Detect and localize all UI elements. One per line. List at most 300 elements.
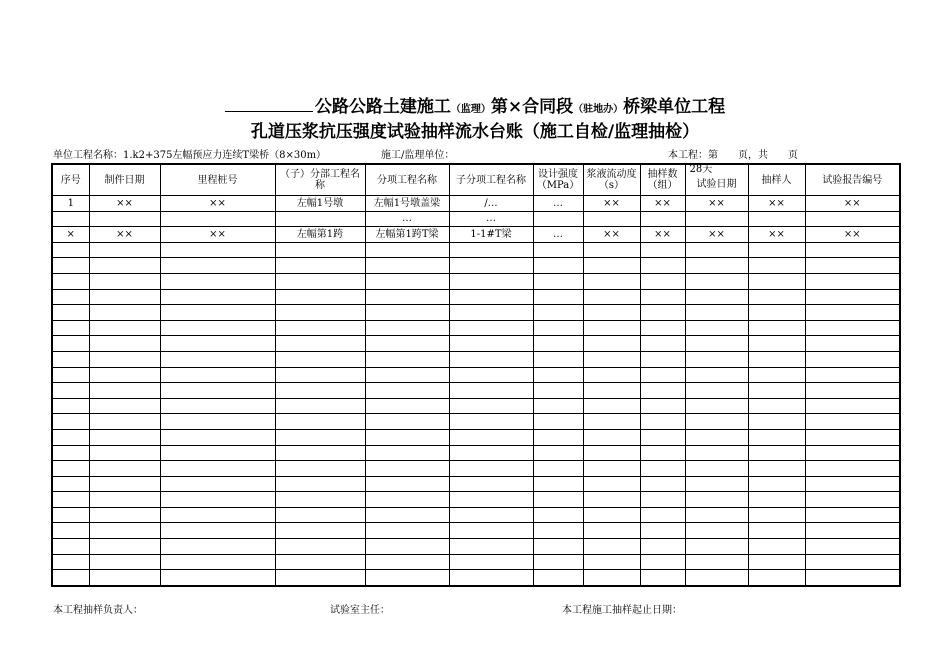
table-cell (748, 539, 805, 555)
table-cell (275, 336, 365, 352)
table-row-empty (52, 507, 900, 523)
table-cell (685, 398, 748, 414)
table-cell (533, 273, 583, 289)
test-date-label: 试验日期 (696, 179, 737, 190)
table-cell (805, 289, 900, 305)
table-cell (52, 492, 89, 508)
table-cell (89, 383, 160, 399)
table-cell (685, 476, 748, 492)
table-row (52, 211, 900, 227)
table-cell (685, 554, 748, 570)
unit-project-name: 单位工程名称：1.k2+375左幅预应力连续T梁桥（8×30m） (53, 150, 327, 161)
table-cell (365, 273, 449, 289)
table-cell: ×× (685, 196, 748, 212)
table-cell (89, 570, 160, 586)
table-cell (89, 336, 160, 352)
table-cell (160, 445, 275, 461)
table-cell (89, 476, 160, 492)
table-cell (640, 383, 685, 399)
table-cell (805, 383, 900, 399)
table-cell (89, 539, 160, 555)
title-main: 公路公路土建施工 (314, 97, 451, 117)
table-cell (275, 211, 365, 227)
table-cell (275, 398, 365, 414)
table-cell (685, 523, 748, 539)
table-cell (805, 414, 900, 430)
table-cell (640, 461, 685, 477)
table-cell (52, 289, 89, 305)
table-cell (748, 273, 805, 289)
table-cell (533, 351, 583, 367)
title-contract-section: 第×合同段 (490, 97, 574, 117)
table-cell (275, 507, 365, 523)
table-cell (160, 539, 275, 555)
table-cell (583, 461, 640, 477)
table-cell (52, 476, 89, 492)
table-cell (89, 289, 160, 305)
table-cell (685, 461, 748, 477)
table-cell: 1 (52, 196, 89, 212)
table-row-empty (52, 492, 900, 508)
title-unit-project: 桥梁单位工程 (623, 97, 726, 117)
table-row-empty (52, 461, 900, 477)
table-cell (533, 367, 583, 383)
table-cell (52, 351, 89, 367)
table-cell (365, 523, 449, 539)
table-cell (805, 367, 900, 383)
table-cell (160, 211, 275, 227)
table-cell (449, 445, 533, 461)
table-cell (89, 429, 160, 445)
table-cell (365, 539, 449, 555)
table-cell (275, 305, 365, 321)
table-cell (275, 414, 365, 430)
table-cell (583, 305, 640, 321)
table-cell (52, 445, 89, 461)
table-cell (160, 414, 275, 430)
table-cell (449, 305, 533, 321)
table-cell (533, 305, 583, 321)
col-test-date (685, 164, 748, 196)
table-cell (365, 414, 449, 430)
table-cell (583, 273, 640, 289)
table-cell (533, 289, 583, 305)
table-cell: ×× (640, 196, 685, 212)
table-row-empty (52, 554, 900, 570)
col-station: 里程桩号 (160, 164, 275, 196)
table-cell (275, 539, 365, 555)
table-cell (52, 507, 89, 523)
table-cell (640, 507, 685, 523)
table-cell (275, 476, 365, 492)
table-cell (52, 570, 89, 586)
table-cell (365, 461, 449, 477)
table-cell: ×× (640, 227, 685, 243)
table-cell (805, 554, 900, 570)
table-row-empty (52, 414, 900, 430)
table-row-empty (52, 336, 900, 352)
table-cell (533, 211, 583, 227)
table-cell (365, 476, 449, 492)
col-strength: 设计强度（MPa） (533, 164, 583, 196)
table-cell (583, 507, 640, 523)
table-row (52, 196, 900, 212)
table-cell (449, 320, 533, 336)
table-cell (449, 570, 533, 586)
footer-date-range: 本工程施工抽样起止日期： (562, 605, 682, 616)
table-cell (449, 507, 533, 523)
table-cell (685, 539, 748, 555)
table-cell (52, 367, 89, 383)
table-cell (160, 383, 275, 399)
table-cell (365, 367, 449, 383)
table-cell: 左幅1号墩盖梁 (365, 196, 449, 212)
table-cell (805, 461, 900, 477)
table-cell (449, 461, 533, 477)
table-cell (805, 351, 900, 367)
table-cell: ×× (805, 196, 900, 212)
table-row-empty (52, 258, 900, 274)
table-cell (805, 273, 900, 289)
table-cell (805, 320, 900, 336)
table-cell (160, 242, 275, 258)
table-cell (160, 305, 275, 321)
table-cell (52, 305, 89, 321)
table-cell: 左幅1号墩 (275, 196, 365, 212)
table-cell (748, 211, 805, 227)
table-cell (89, 492, 160, 508)
table-cell: /… (449, 196, 533, 212)
table-cell (533, 429, 583, 445)
table-cell (583, 523, 640, 539)
test-28d-label: 28天 (689, 164, 713, 175)
page-info: 本工程：第 页，共 页 (668, 150, 798, 161)
table-cell (748, 523, 805, 539)
table-row-empty (52, 242, 900, 258)
table-cell (583, 351, 640, 367)
table-cell (640, 554, 685, 570)
table-row-empty (52, 445, 900, 461)
table-row-empty (52, 539, 900, 555)
table-cell: ×× (805, 227, 900, 243)
table-cell (365, 258, 449, 274)
col-subsection: （子）分部工程名称 (275, 164, 365, 196)
table-cell (533, 398, 583, 414)
table-cell (533, 383, 583, 399)
col-subitem: 子分项工程名称 (449, 164, 533, 196)
table-cell (748, 336, 805, 352)
table-cell (533, 570, 583, 586)
table-cell (365, 242, 449, 258)
table-cell (748, 242, 805, 258)
table-cell (52, 258, 89, 274)
table-cell (52, 273, 89, 289)
title-line-1 (0, 92, 950, 117)
table-cell (685, 258, 748, 274)
table-cell (52, 336, 89, 352)
table-cell (449, 539, 533, 555)
table-cell (365, 398, 449, 414)
table-cell (52, 414, 89, 430)
table-row-empty (52, 570, 900, 586)
table-cell (748, 570, 805, 586)
table-cell (275, 570, 365, 586)
table-cell (275, 289, 365, 305)
table-cell: ×× (748, 227, 805, 243)
table-cell (805, 507, 900, 523)
table-cell (89, 398, 160, 414)
table-cell: 1-1#T梁 (449, 227, 533, 243)
table-cell (685, 492, 748, 508)
table-cell (805, 476, 900, 492)
table-cell (365, 554, 449, 570)
table-cell (89, 554, 160, 570)
table-cell (748, 320, 805, 336)
table-cell (748, 445, 805, 461)
table-cell (365, 383, 449, 399)
table-cell (805, 570, 900, 586)
table-cell (275, 320, 365, 336)
table-cell (685, 289, 748, 305)
table-cell (583, 383, 640, 399)
table-cell (449, 242, 533, 258)
table-cell (449, 273, 533, 289)
table-cell (685, 320, 748, 336)
table-cell (640, 320, 685, 336)
table-cell: ×× (89, 227, 160, 243)
table-cell: … (533, 196, 583, 212)
table-cell (449, 523, 533, 539)
table-cell (365, 445, 449, 461)
table-cell (685, 305, 748, 321)
table-cell (533, 336, 583, 352)
table-cell (685, 273, 748, 289)
table-cell: ×× (583, 196, 640, 212)
table-cell (89, 258, 160, 274)
table-row-empty (52, 383, 900, 399)
ledger-table (51, 163, 901, 587)
table-cell (160, 398, 275, 414)
table-cell (533, 445, 583, 461)
table-cell (160, 570, 275, 586)
table-row-empty (52, 476, 900, 492)
table-cell (640, 242, 685, 258)
table-cell (449, 554, 533, 570)
table-row (52, 227, 900, 243)
table-cell (52, 554, 89, 570)
table-cell (52, 461, 89, 477)
table-cell (275, 273, 365, 289)
table-cell (365, 429, 449, 445)
table-cell (533, 492, 583, 508)
table-cell (160, 492, 275, 508)
table-row-empty (52, 289, 900, 305)
col-fluidity: 浆液流动度（s） (583, 164, 640, 196)
project-name-blank (225, 97, 313, 112)
table-cell (583, 398, 640, 414)
table-cell (583, 539, 640, 555)
table-cell (449, 258, 533, 274)
table-cell (685, 383, 748, 399)
table-cell (52, 320, 89, 336)
table-cell (685, 445, 748, 461)
table-cell (533, 414, 583, 430)
table-cell (748, 383, 805, 399)
table-cell (533, 554, 583, 570)
table-cell (275, 383, 365, 399)
table-cell (89, 507, 160, 523)
col-groups: 抽样数（组） (640, 164, 685, 196)
table-cell (89, 242, 160, 258)
table-cell (449, 398, 533, 414)
table-cell: 左幅第1跨 (275, 227, 365, 243)
table-cell (449, 336, 533, 352)
table-cell (748, 367, 805, 383)
footer-responsible: 本工程抽样负责人： (53, 605, 143, 616)
table-cell (449, 429, 533, 445)
title-line-2: 孔道压浆抗压强度试验抽样流水台账（施工自检/监理抽检） (250, 122, 700, 142)
table-cell (160, 273, 275, 289)
table-cell (640, 429, 685, 445)
table-cell (52, 539, 89, 555)
col-seq: 序号 (52, 164, 89, 196)
table-cell (640, 258, 685, 274)
table-row-empty (52, 320, 900, 336)
table-cell (52, 398, 89, 414)
table-cell (533, 507, 583, 523)
table-cell (533, 523, 583, 539)
table-cell (805, 429, 900, 445)
table-cell (89, 414, 160, 430)
table-cell (89, 367, 160, 383)
table-cell (640, 273, 685, 289)
table-cell (640, 351, 685, 367)
col-report: 试验报告编号 (805, 164, 900, 196)
table-cell (640, 476, 685, 492)
col-date: 制件日期 (89, 164, 160, 196)
table-cell (275, 242, 365, 258)
table-cell (533, 476, 583, 492)
table-cell (583, 445, 640, 461)
table-cell (583, 570, 640, 586)
table-cell: ×× (583, 227, 640, 243)
table-cell (805, 258, 900, 274)
table-cell (805, 242, 900, 258)
table-cell (160, 289, 275, 305)
table-cell (449, 476, 533, 492)
table-cell: … (365, 211, 449, 227)
table-cell (748, 258, 805, 274)
table-cell (275, 351, 365, 367)
table-row-empty (52, 398, 900, 414)
table-cell (640, 398, 685, 414)
table-cell: ×× (160, 227, 275, 243)
table-cell (748, 554, 805, 570)
col-item: 分项工程名称 (365, 164, 449, 196)
table-cell (583, 258, 640, 274)
table-cell (805, 305, 900, 321)
table-cell (583, 414, 640, 430)
table-cell: … (533, 227, 583, 243)
table-cell (533, 539, 583, 555)
table-cell (748, 429, 805, 445)
table-cell (640, 523, 685, 539)
table-cell (89, 320, 160, 336)
table-cell (805, 523, 900, 539)
table-cell (805, 336, 900, 352)
table-cell: … (449, 211, 533, 227)
table-cell (89, 305, 160, 321)
table-cell (583, 492, 640, 508)
table-cell (685, 570, 748, 586)
table-cell (160, 258, 275, 274)
table-cell (533, 242, 583, 258)
table-cell (640, 445, 685, 461)
table-cell (449, 367, 533, 383)
table-cell (685, 242, 748, 258)
table-cell (805, 445, 900, 461)
table-cell (583, 476, 640, 492)
table-cell: 左幅第1跨T梁 (365, 227, 449, 243)
table-row-empty (52, 351, 900, 367)
table-cell (89, 211, 160, 227)
table-cell (640, 570, 685, 586)
table-cell: × (52, 227, 89, 243)
table-cell (365, 320, 449, 336)
table-cell (748, 476, 805, 492)
table-cell (685, 414, 748, 430)
table-cell (449, 289, 533, 305)
table-cell (533, 258, 583, 274)
table-cell (89, 351, 160, 367)
table-cell (160, 429, 275, 445)
table-cell (533, 320, 583, 336)
table-cell (449, 351, 533, 367)
table-cell (89, 273, 160, 289)
table-row-empty (52, 429, 900, 445)
table-cell (52, 429, 89, 445)
title-paren-supervision: （监理） (450, 104, 491, 115)
table-cell (685, 351, 748, 367)
table-cell (365, 351, 449, 367)
table-cell (805, 211, 900, 227)
table-cell (748, 289, 805, 305)
table-cell (52, 211, 89, 227)
title-paren-resident: （驻地办） (573, 104, 624, 115)
table-cell (640, 492, 685, 508)
table-cell (275, 492, 365, 508)
construction-unit: 施工/监理单位： (381, 150, 455, 161)
table-cell (365, 492, 449, 508)
table-cell (583, 242, 640, 258)
table-cell (89, 523, 160, 539)
table-cell (748, 461, 805, 477)
table-cell (640, 336, 685, 352)
table-cell (160, 461, 275, 477)
table-cell (89, 461, 160, 477)
table-cell (805, 398, 900, 414)
table-cell (685, 367, 748, 383)
table-cell (52, 242, 89, 258)
table-cell (805, 492, 900, 508)
table-cell (533, 461, 583, 477)
table-cell: ×× (748, 196, 805, 212)
table-row-empty (52, 273, 900, 289)
table-row-empty (52, 367, 900, 383)
table-cell (275, 461, 365, 477)
table-cell (275, 445, 365, 461)
table-cell (583, 429, 640, 445)
